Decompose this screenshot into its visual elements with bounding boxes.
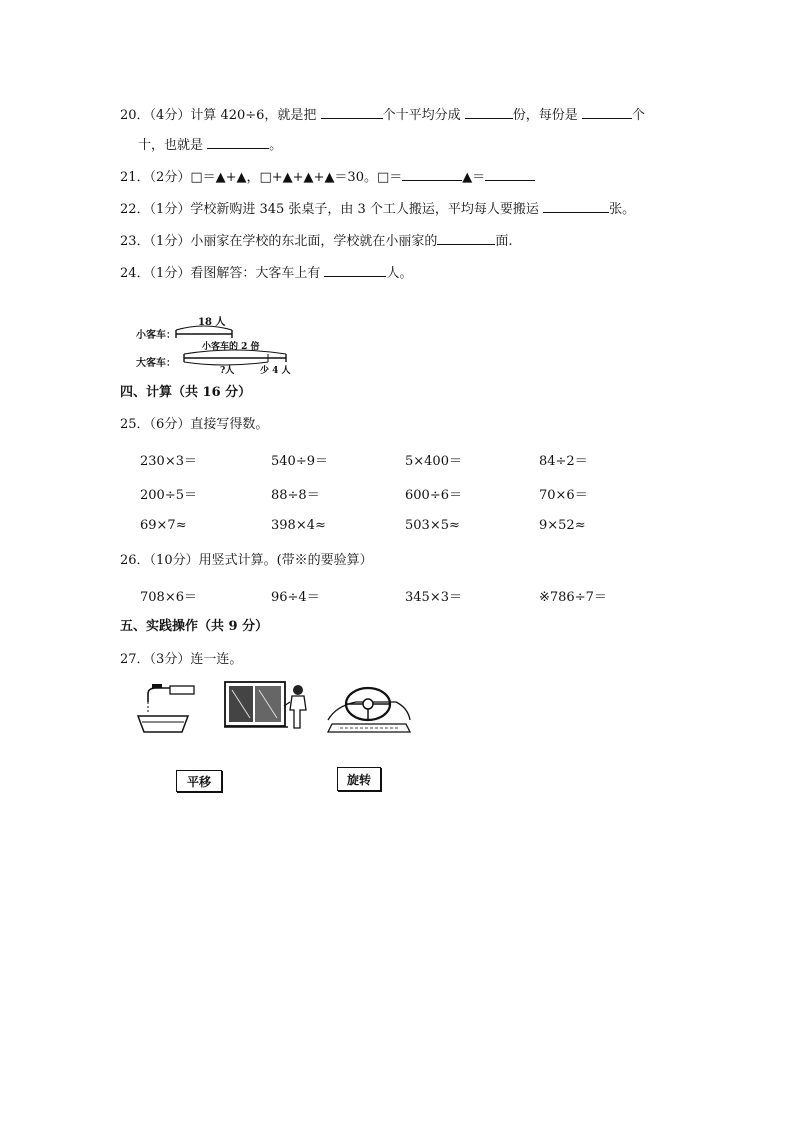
faucet-icon <box>136 680 198 738</box>
answer-blank[interactable] <box>582 104 632 119</box>
calc-item: 70×6＝ <box>539 488 588 503</box>
section-4-heading: 四、计算（共 16 分） <box>120 385 252 400</box>
answer-blank[interactable] <box>324 262 386 277</box>
vertical-calc-item: ※786÷7＝ <box>539 590 607 605</box>
vertical-calc-item: 345×3＝ <box>405 590 462 605</box>
calc-item: 200÷5＝ <box>140 488 197 503</box>
rotation-box[interactable]: 旋转 <box>337 767 381 791</box>
section-5-heading: 五、实践操作（共 9 分） <box>120 619 269 634</box>
question-27-title: 27．（3分）连一连。 <box>120 652 243 667</box>
window-icon <box>224 680 316 732</box>
vertical-calc-item: 708×6＝ <box>140 590 197 605</box>
question-24: 24．（1分）看图解答：大客车上有 人。 <box>120 262 412 283</box>
answer-blank[interactable] <box>402 166 462 181</box>
calc-item: 84÷2＝ <box>539 454 588 469</box>
question-22: 22．（1分）学校新购进 345 张桌子，由 3 个工人搬运，平均每人要搬运 张。 <box>120 198 635 219</box>
calc-item: 69×7≈ <box>140 518 187 533</box>
calc-item: 540÷9＝ <box>271 454 328 469</box>
answer-blank[interactable] <box>321 104 383 119</box>
answer-blank[interactable] <box>465 104 513 119</box>
calc-item: 503×5≈ <box>405 518 460 533</box>
question-25-title: 25．（6分）直接写得数。 <box>120 417 269 432</box>
answer-blank[interactable] <box>437 230 495 245</box>
steering-wheel-icon <box>326 680 412 734</box>
calc-item: 600÷6＝ <box>405 488 462 503</box>
diagram-lines <box>136 312 306 376</box>
calc-item: 88÷8＝ <box>271 488 320 503</box>
answer-blank[interactable] <box>485 166 535 181</box>
question-26-title: 26．（10分）用竖式计算。(带※的要验算） <box>120 553 373 568</box>
answer-blank[interactable] <box>543 198 609 213</box>
calc-item: 5×400＝ <box>405 454 462 469</box>
question-20: 20．（4分）计算 420÷6，就是把 个十平均分成 份，每份是 个 <box>120 104 645 125</box>
calc-item: 398×4≈ <box>271 518 326 533</box>
vertical-calc-item: 96÷4＝ <box>271 590 320 605</box>
calc-item: 230×3＝ <box>140 454 197 469</box>
answer-blank[interactable] <box>207 134 269 149</box>
question-20-cont: 十，也就是 。 <box>138 134 282 155</box>
translation-box[interactable]: 平移 <box>176 770 222 792</box>
calc-item: 9×52≈ <box>539 518 586 533</box>
question-21: 21．（2分）□＝▲+▲，□+▲+▲+▲＝30。□＝ ▲＝ <box>120 166 535 187</box>
segment-diagram: 小客车： 大客车： 18 人 小客车的 2 倍 ?人 少 4 人 <box>136 312 306 376</box>
question-23: 23．（1分）小丽家在学校的东北面，学校就在小丽家的 面. <box>120 230 512 251</box>
